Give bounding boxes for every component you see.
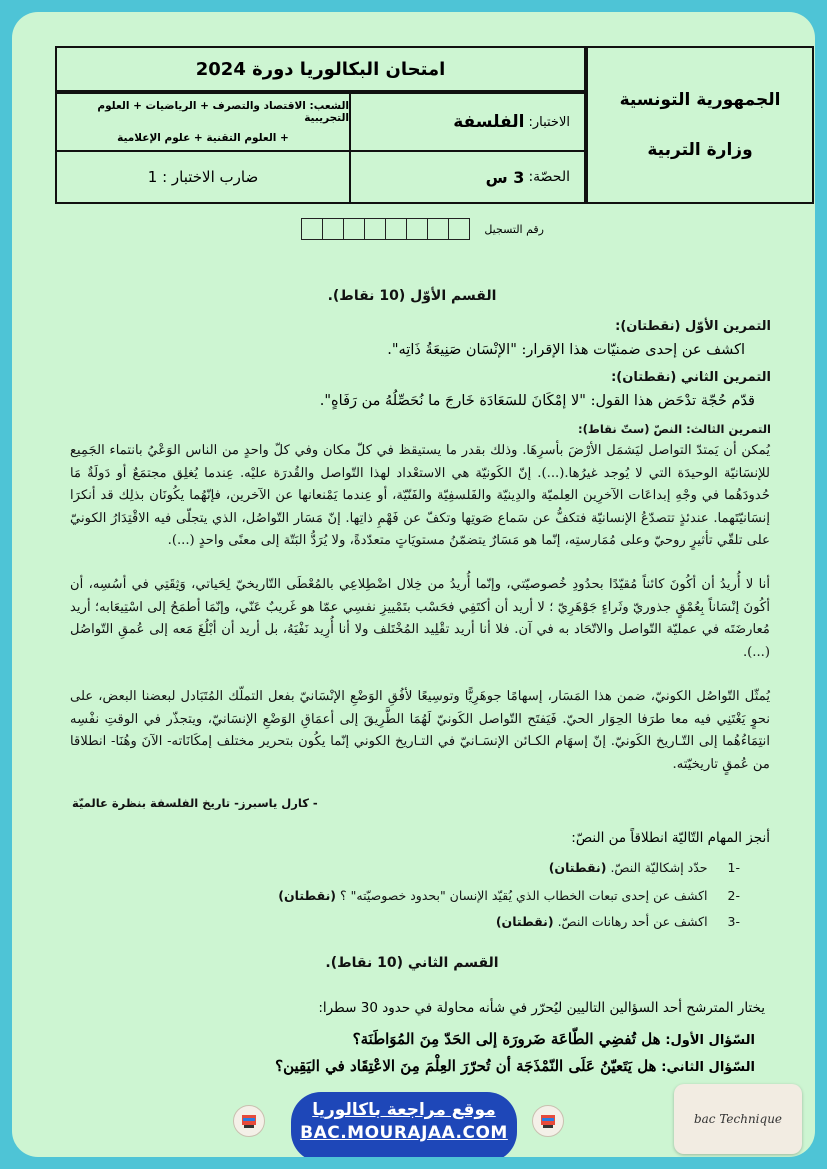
duration: 3 س <box>485 167 525 187</box>
question-1 <box>353 1030 755 1048</box>
registration-box[interactable] <box>322 218 344 240</box>
part2-title: القسم الثاني (10 نقاط). <box>325 955 499 971</box>
text-paragraph-2: أنا لا أُريدُ أن أكُونَ كائناً مُقيّدًا بحدُودِ خُصوصيّتي، وإنّما أُريدُ من خِلال اضْطِلاعِي بالمُعْطَى التّاريخيّ لِحَياتي، وَثِقَتِي في أسُسِه، أن أكُونَ إنْسَاناً بِعُمْقٍ جذوريّ وثَراءٍ جَوْهَرِيّ ؛ لا أريد أن أكتَفِي فحَسْب بتَمْييزِ نفسِي عمّا هو غَريبٌ عَنّي، وإنّمَا أطمَحُ إلى اسْتِيعَابه؛ أريد مُعارضَتَه في عمليّة التّواصل والاتّحَاد به في آن. فلا أنا أريد تقْلِيد المُخْتَلف ولا أنا أُرِيد نَفْيَهُ، بل أريد أن أبْلُغَ مَعه إلى عُمقِ التّواصُل (...). <box>70 577 770 660</box>
sections-line-2: + العلوم التقنية + علوم الإعلامية <box>117 132 289 144</box>
text-paragraph-3: يُمثّل التّواصُل الكونيّ، ضمن هذا المَسَار، إسهامًا جوهَرِيًّا وتوسِيعًا لأفُقِ الوَضْعِ الإنْسَانيّ بفعل التملّك المُتَبَادل لبعضنا البعض، على نحوٍ يَغْتَنِي فيه معا طرَفا الحِوَار الحيّ. فَيَفتَح التّواصل الكَونيّ لَهُمَا الطَّرِيقَ إلى أعمَاقِ الوَضْعِ الإنسَانيّ، ويتجذّر في الوقتِ نفْسِه انتِمَاءُهُما إلى التّـاريخ الكَونيّ. إنّ إسهَام الكـائن الإنسَـانيّ في التـاريخ الكوني إنّما يكُون بتحرير مختلف إمكَانَاته- الآنَ وهُنَا- انطلاقا من عُمقٍ تاريخيّته. <box>70 689 770 772</box>
registration-label: رقم التسجيل <box>484 223 544 236</box>
duration-cell <box>349 150 586 204</box>
duration-label: الحصّة: <box>528 169 570 185</box>
part2-intro: يختار المترشح أحد السؤالين التاليين ليُحرّر في شأنه محاولة في حدود 30 سطرا: <box>318 1000 765 1016</box>
question-2 <box>275 1057 755 1075</box>
tasks-intro: أنجز المهام التّاليّة انطلاقاً من النصّ: <box>571 830 770 846</box>
exam-page <box>12 12 815 1157</box>
brand-name: bac Technique <box>693 1112 783 1126</box>
part1-title: القسم الأوّل (10 نقاط). <box>327 288 497 304</box>
task-points: (نقطتان) <box>278 888 337 903</box>
registration-box[interactable] <box>448 218 470 240</box>
task-points: (نقطتان) <box>548 860 607 875</box>
registration-box[interactable] <box>364 218 386 240</box>
brand-badge <box>674 1084 802 1154</box>
text-paragraph-1: يُمكن أن يَمتدّ التواصل ليَشمَل الأرْضَ بأسرِهَا. وذلك بقدر ما يستيقظ في كلّ مكان وفي كلّ واحدٍ من الناس الوَعْيُ بانتماء الجَمِيع للإنسَانيّة الوحيدَة التي لا يُوجد غيرُها.(...). إنّ الكَونيّة هي الاستعْداد لهذا التّواصل والقُدرَة عليْه. عِندما يُغلِق مجتمَعٌ أو دَولَةٌ مَا حُدودَهُما في وجْهِ إبداعَات الآخرِين العِلميّة والدِينيّة والفَلسفِيّة والفَنّيّة، أو عِندما يَمْنعانها عن الآخرين، فإنّهُما يكُونَان بذلِك قد أنكرَا إنسَانيّتَهما. عندئذٍ تتصدّعُ الإنسانيّة فتكفُّ عن سَماع صَوتِها وتكفّ عن فَهْمِ ذاتِها. إنّ مَسَار التّواصُل، الذي يتجلّى فيه الاقْتِدَارُ الكونيّ على تلقّي تأثيرٍ روحيّ وعلى مُمَارستِه، إنّما هو مَسَارٌ يتضمّنُ مستويَاتٍ متعدّدةً، ولا يُرَدُّ البَتّة إلى معنًى واحدٍ (...). <box>70 443 770 549</box>
header-table <box>55 46 814 204</box>
exam-title: امتحان البكالوريا دورة 2024 <box>195 58 446 80</box>
logo-icon <box>532 1105 564 1137</box>
task-number: -2 <box>727 888 740 903</box>
task-item <box>549 860 740 875</box>
registration-box[interactable] <box>406 218 428 240</box>
ex2-text: قدّم حُجّة تدْحَض هذا القول: "لا إمْكَانَ للسَعَادَة خَارجَ ما نُحَصِّلُهُ من رَفَاهٍ". <box>319 393 755 409</box>
sections-cell <box>55 92 351 152</box>
logo-icon <box>233 1105 265 1137</box>
sections-line-1: الشعب: الاقتصاد والتصرف + الرياضيات + العلوم التجريبية <box>97 100 349 124</box>
coefficient-cell <box>55 150 351 204</box>
subject: الفلسفة <box>453 112 525 132</box>
task-points: (نقطتان) <box>495 914 554 929</box>
website-link-button[interactable] <box>291 1092 517 1157</box>
ex2-title: التمرين الثاني (نقطتان): <box>611 370 771 385</box>
registration-box[interactable] <box>427 218 449 240</box>
ex3-title: التمرين الثالث: النصّ (ستّ نقاط): <box>578 422 771 436</box>
subject-cell <box>349 92 586 152</box>
registration-boxes[interactable] <box>302 218 470 240</box>
ex1-title: التمرين الأوّل (نقطتان): <box>615 319 771 334</box>
task-text: اكشف عن أحد رهانات النصّ. <box>557 914 708 929</box>
subject-label: الاختبار: <box>528 114 570 130</box>
question-2-text: هل يَتَعيّنُ عَلَى النّمْذَجَة أن تُحرّرَ العِلْمَ مِنَ الاعْتِقَاد في اليَقِين؟ <box>275 1057 657 1075</box>
country: الجمهورية التونسية <box>619 90 781 110</box>
ministry: وزارة التربية <box>647 140 753 160</box>
question-2-label: السّؤال الثاني: <box>661 1060 755 1075</box>
question-1-text: هل تُفضِي الطّاعَة ضَرورَة إلى الحَدّ مِنَ المُوَاطَنَة؟ <box>352 1030 661 1048</box>
ex1-text: اكشف عن إحدى ضمنيّات هذا الإقرار: "الإنْسَان صَنِيعَةُ ذَاتِه". <box>387 342 745 358</box>
text-source: - كارل ياسبرز- تاريخ الفلسفة بنظرة عالميّة <box>72 796 318 810</box>
task-text: حدّد إشكاليّة النصّ. <box>610 860 708 875</box>
task-number: -1 <box>727 860 740 875</box>
website-name: موقع مراجعة باكالوريا <box>312 1100 496 1120</box>
registration-box[interactable] <box>343 218 365 240</box>
task-text: اكشف عن إحدى تبعات الخطاب الذي يُقيّد الإنسان "بحدود خصوصيّته" ؟ <box>340 888 708 903</box>
registration-box[interactable] <box>301 218 323 240</box>
exam-title-cell <box>55 46 586 92</box>
task-number: -3 <box>727 914 740 929</box>
country-cell <box>586 46 814 204</box>
registration-box[interactable] <box>385 218 407 240</box>
question-1-label: السّؤال الأول: <box>665 1033 755 1048</box>
coefficient: ضارب الاختبار : 1 <box>147 168 259 186</box>
task-item <box>496 914 740 929</box>
task-item <box>278 888 740 903</box>
website-url[interactable]: BAC.MOURAJAA.COM <box>300 1123 508 1143</box>
